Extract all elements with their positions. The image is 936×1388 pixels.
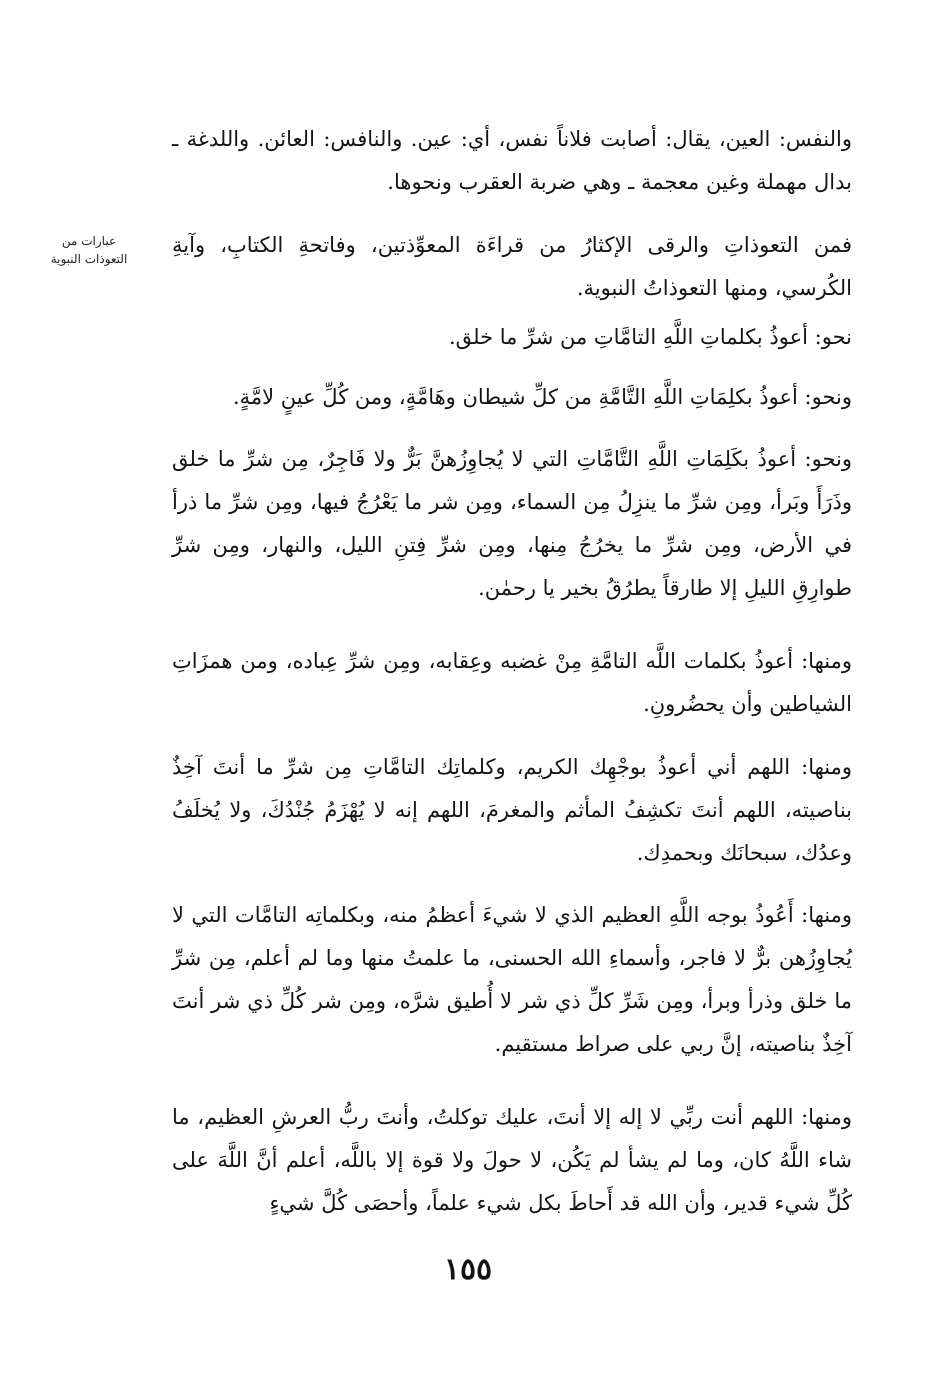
- paragraph-5: ونحو: أعوذُ بكَلِمَاتِ اللَّهِ التَّامَّاتِ التي لا يُجاوِزُهنَّ بَرٌّ ولا فَاجِرٌ، مِن شرِّ ما خلق وذَرَأَ وبَرأ، ومِن شرِّ ما ينزِلُ مِن السماء، ومِن شر ما يَعْرُجُ فيها، ومِن شرِّ ما ذرأ في الأرض، ومِن شرِّ ما يخرُجُ مِنها، ومِن شرِّ فِتنِ الليل، والنهار، ومِن شرِّ طوارِقِ الليلِ إلا طارقاً يطرُقُ بخير يا رحمٰن.: [172, 447, 852, 600]
- margin-note: عبارات من التعوذات النبوية: [50, 234, 128, 266]
- paragraph-9: ومنها: اللهم أنت ربِّي لا إله إلا أنتَ، عليك توكلتُ، وأنتَ ربُّ العرشِ العظيم، ما شاء اللَّهُ كان، وما لم يشأ لم يَكُن، لا حولَ ولا قوة إلا باللَّه، أعلم أنَّ اللَّهَ على كُلِّ شيء قدير، وأن الله قد أَحاطَ بكل شيء علماً، وأحصَى كُلَّ شيءٍ: [172, 1105, 852, 1215]
- paragraph-4: ونحو: أعوذُ بكلِمَاتِ اللَّهِ التَّامَّةِ من كلِّ شيطان وهَامَّةٍ، ومن كُلِّ عينٍ لامَّةٍ.: [232, 385, 852, 409]
- paragraph-7: ومنها: اللهم أني أعوذُ بوجْهِك الكريم، وكلماتِك التامَّاتِ مِن شرِّ ما أنتَ آخِذٌ بناصيته، اللهم أنتَ تكشِفُ المأثم والمغرمَ، اللهم إنه لا يُهْزَمُ جُنْدُكَ، ولا يُخلَفُ وعدُك، سبحانَك وبحمدِك.: [172, 755, 852, 865]
- paragraph-3: نحو: أعوذُ بكلماتِ اللَّهِ التامَّاتِ من شرِّ ما خلق.: [448, 325, 852, 349]
- paragraph-8: ومنها: أَعُوذُ بوجه اللَّهِ العظيم الذي لا شيءَ أعظمُ منه، وبكلماتِه التامَّات التي لا يُجاوِزُهن برٌّ لا فاجر، وأسماءِ الله الحسنى، ما علمتُ منها وما لم أعلم، مِن شرِّ ما خلق وذرأ وبرأ، ومِن شَرِّ كلِّ ذي شر لا أُطيق شرَّه، ومِن شر كُلِّ ذي شر أنتَ آخِذٌ بناصيته، إنَّ ربي على صراط مستقيم.: [172, 903, 852, 1056]
- paragraph-2: فمن التعوذاتِ والرقى الإكثارُ من قراءَة المعوِّذتين، وفاتحةِ الكتابِ، وآيةِ الكُرسي، ومنها التعوذاتُ النبوية.: [172, 233, 852, 300]
- paragraph-6: ومنها: أعوذُ بكلمات اللَّه التامَّةِ مِنْ غضبه وعِقابه، ومِن شرِّ عِباده، ومن همزَاتِ الشياطين وأن يحضُرونِ.: [172, 649, 852, 716]
- page-number: ١٥٥: [443, 1252, 493, 1287]
- paragraph-1: والنفس: العين، يقال: أصابت فلاناً نفس، أي: عين. والنافس: العائن. واللدغة ـ بدال مهملة وغين معجمة ـ وهي ضربة العقرب ونحوها.: [172, 127, 852, 194]
